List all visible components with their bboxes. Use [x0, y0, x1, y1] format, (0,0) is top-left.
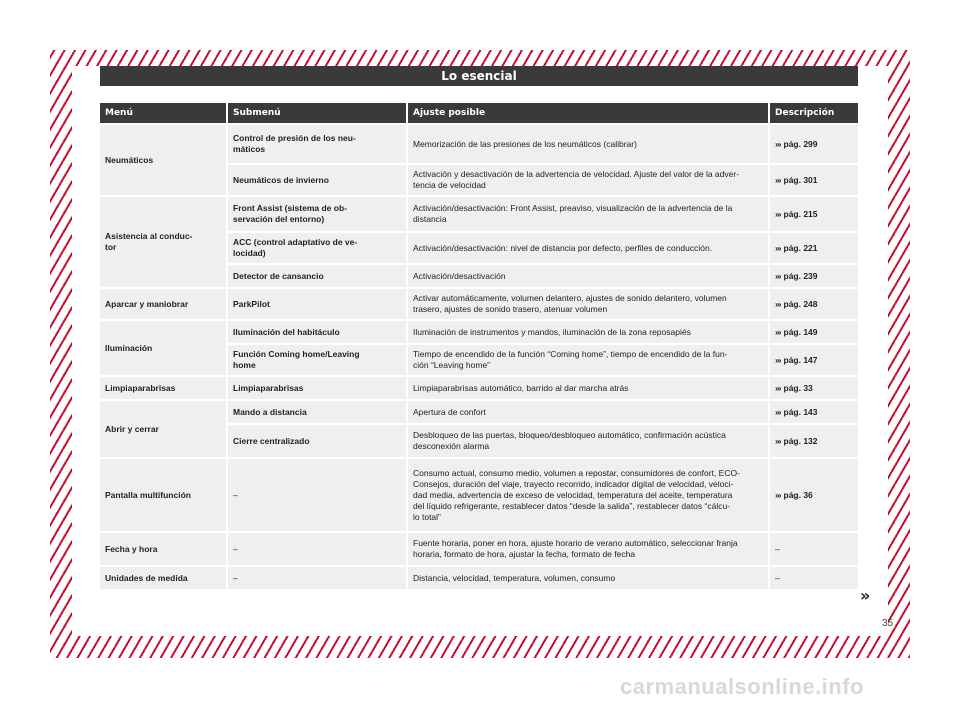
page-ref-link[interactable]: ››› pág. 143: [770, 401, 858, 423]
arrow-icon: ›››: [775, 354, 781, 365]
page-ref-link[interactable]: ››› pág. 299: [770, 125, 858, 163]
table-row: [100, 289, 858, 319]
table-row: [100, 377, 858, 399]
table-row: [100, 567, 858, 589]
submenu-cell: Front Assist (sistema de ob- servación del entorno): [228, 197, 408, 231]
table-header-row: [100, 103, 858, 123]
header-setting: Ajuste posible: [408, 103, 770, 123]
watermark: carmanualsonline.info: [620, 674, 864, 699]
page-ref-link[interactable]: ››› pág. 248: [770, 289, 858, 319]
page-ref-link[interactable]: ››› pág. 301: [770, 165, 858, 195]
arrow-icon: ›››: [775, 489, 781, 500]
submenu-cell: Control de presión de los neu- máticos: [228, 125, 408, 163]
arrow-icon: ›››: [775, 382, 781, 393]
arrow-icon: ›››: [775, 208, 781, 219]
menu-cell: Fecha y hora: [100, 533, 228, 565]
setting-cell: Limpiaparabrisas automático, barrido al dar marcha atrás: [408, 377, 770, 399]
settings-table: [100, 101, 858, 591]
submenu-cell: –: [228, 567, 408, 589]
setting-cell: Activación/desactivación: nivel de distancia por defecto, perfiles de conducción.: [408, 233, 770, 263]
setting-cell: Iluminación de instrumentos y mandos, iluminación de la zona reposapiés: [408, 321, 770, 343]
arrow-icon: ›››: [775, 174, 781, 185]
submenu-cell: ParkPilot: [228, 289, 408, 319]
page-number: 35: [882, 618, 894, 629]
menu-cell: Limpiaparabrisas: [100, 377, 228, 399]
setting-cell: Activación/desactivación: [408, 265, 770, 287]
submenu-cell: –: [228, 533, 408, 565]
submenu-cell: ACC (control adaptativo de ve- locidad): [228, 233, 408, 263]
setting-cell: Tiempo de encendido de la función “Coming home”, tiempo de encendido de la fun- ción “Leaving home”: [408, 345, 770, 375]
submenu-cell: Limpiaparabrisas: [228, 377, 408, 399]
submenu-cell: Función Coming home/Leaving home: [228, 345, 408, 375]
header-description: Descripción: [770, 103, 858, 123]
table-row: [100, 533, 858, 565]
page-ref-link[interactable]: ››› pág. 215: [770, 197, 858, 231]
arrow-icon: ›››: [775, 138, 781, 149]
header-menu: Menú: [100, 103, 228, 123]
description-cell: –: [770, 533, 858, 565]
submenu-cell: Detector de cansancio: [228, 265, 408, 287]
arrow-icon: ›››: [775, 435, 781, 446]
menu-cell: Abrir y cerrar: [100, 401, 228, 457]
page-ref-link[interactable]: ››› pág. 147: [770, 345, 858, 375]
menu-cell: Neumáticos: [100, 125, 228, 195]
setting-cell: Fuente horaria, poner en hora, ajuste horario de verano automático, seleccionar franja horaria, formato de hora, ajustar la fecha, formato de fecha: [408, 533, 770, 565]
arrow-icon: ›››: [775, 298, 781, 309]
arrow-icon: ›››: [775, 270, 781, 281]
page-ref-link[interactable]: ››› pág. 33: [770, 377, 858, 399]
submenu-cell: Mando a distancia: [228, 401, 408, 423]
table-row: [100, 401, 858, 423]
submenu-cell: –: [228, 459, 408, 531]
page-ref-link[interactable]: ››› pág. 149: [770, 321, 858, 343]
submenu-cell: Neumáticos de invierno: [228, 165, 408, 195]
setting-cell: Activación/desactivación: Front Assist, preaviso, visualización de la advertencia de la distancia: [408, 197, 770, 231]
setting-cell: Memorización de las presiones de los neumáticos (calibrar): [408, 125, 770, 163]
page-ref-link[interactable]: ››› pág. 132: [770, 425, 858, 457]
submenu-cell: Cierre centralizado: [228, 425, 408, 457]
table-row: [100, 197, 858, 231]
table-row: [100, 459, 858, 531]
setting-cell: Activar automáticamente, volumen delantero, ajustes de sonido delantero, volumen trasero, ajustes de sonido trasero, atenuar volumen: [408, 289, 770, 319]
setting-cell: Consumo actual, consumo medio, volumen a repostar, consumidores de confort, ECO- Consejos, duración del viaje, trayecto recorrido, indicador digital de velocidad, veloci- dad media, advertencia de exceso de velocidad, temperatura del aceite, temperatura del líquido refrigerante, restablecer datos “desde la salida”, restablecer datos “cálcu- lo total”: [408, 459, 770, 531]
setting-cell: Activación y desactivación de la advertencia de velocidad. Ajuste del valor de la adver- tencia de velocidad: [408, 165, 770, 195]
description-cell: –: [770, 567, 858, 589]
menu-cell: Unidades de medida: [100, 567, 228, 589]
menu-cell: Iluminación: [100, 321, 228, 375]
arrow-icon: ›››: [775, 326, 781, 337]
arrow-icon: ›››: [775, 242, 781, 253]
section-title: Lo esencial: [100, 66, 858, 86]
page-ref-link[interactable]: ››› pág. 36: [770, 459, 858, 531]
setting-cell: Distancia, velocidad, temperatura, volumen, consumo: [408, 567, 770, 589]
table-row: [100, 321, 858, 343]
menu-cell: Asistencia al conduc- tor: [100, 197, 228, 287]
setting-cell: Apertura de confort: [408, 401, 770, 423]
submenu-cell: Iluminación del habitáculo: [228, 321, 408, 343]
setting-cell: Desbloqueo de las puertas, bloqueo/desbloqueo automático, confirmación acústica desconexión alarma: [408, 425, 770, 457]
continue-icon: »: [860, 586, 871, 605]
page-ref-link[interactable]: ››› pág. 239: [770, 265, 858, 287]
menu-cell: Aparcar y maniobrar: [100, 289, 228, 319]
table-row: [100, 125, 858, 163]
header-submenu: Submenú: [228, 103, 408, 123]
page-ref-link[interactable]: ››› pág. 221: [770, 233, 858, 263]
arrow-icon: ›››: [775, 406, 781, 417]
menu-cell: Pantalla multifunción: [100, 459, 228, 531]
